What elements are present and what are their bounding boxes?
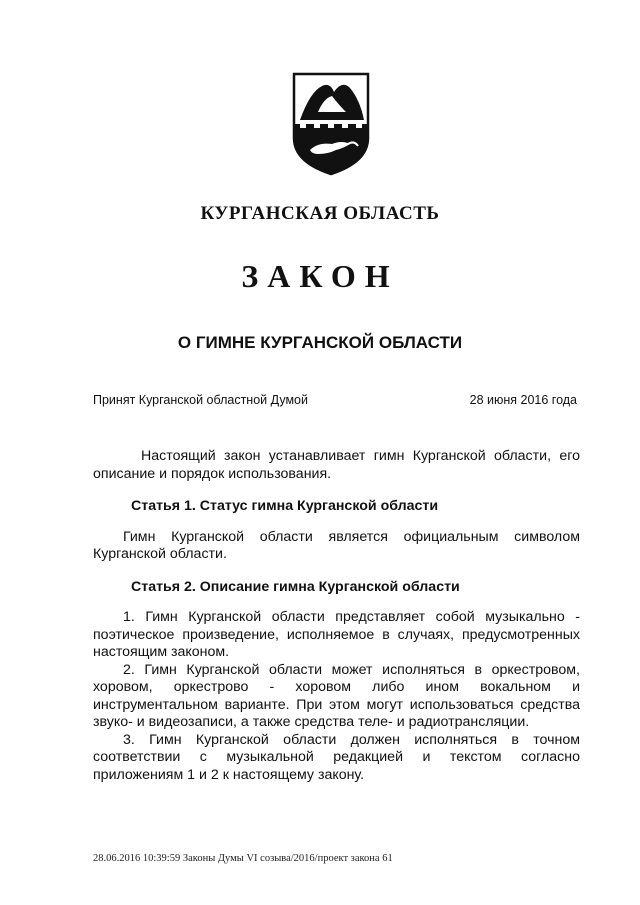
document-footer: 28.06.2016 10:39:59 Законы Думы VI созыва/2016/проект закона 61 (93, 853, 393, 864)
adopted-by-text: Принят Курганской областной Думой (93, 393, 308, 407)
kurgan-coat-of-arms-icon (288, 70, 374, 178)
article-2-item-1: 1. Гимн Курганской области представляет собой музыкально - поэтическое произведение, исполняемое в случаях, предусмотренных настоящим законом. (93, 609, 580, 660)
article-1-text: Гимн Курганской области является официальным символом Курганской области. (93, 528, 580, 562)
adoption-date: 28 июня 2016 года (469, 393, 577, 407)
region-heading: КУРГАНСКАЯ ОБЛАСТЬ (200, 203, 440, 224)
intro-paragraph: Настоящий закон устанавливает гимн Курганской области, его описание и порядок использования. (93, 448, 580, 482)
law-body (93, 448, 580, 784)
article-1-heading: Статья 1. Статус гимна Курганской области (131, 498, 439, 514)
law-title: О ГИМНЕ КУРГАНСКОЙ ОБЛАСТИ (177, 333, 463, 352)
document-type-heading: ЗАКОН (241, 258, 399, 294)
article-2-item-3: 3. Гимн Курганской области должен исполняться в точном соответствии с музыкальной редакцией и текстом согласно приложениям 1 и 2 к настоящему закону. (93, 731, 580, 783)
adoption-line (93, 393, 577, 407)
article-2-item-2: 2. Гимн Курганской области может исполняться в оркестровом, хоровом, оркестрово - хоровом либо ином вокальном и инструментальном варианте. При этом могут использоваться средства звуко- и видеозаписи, а также средства теле- и радиотрансляции. (93, 661, 580, 730)
article-2-heading: Статья 2. Описание гимна Курганской области (131, 578, 460, 595)
